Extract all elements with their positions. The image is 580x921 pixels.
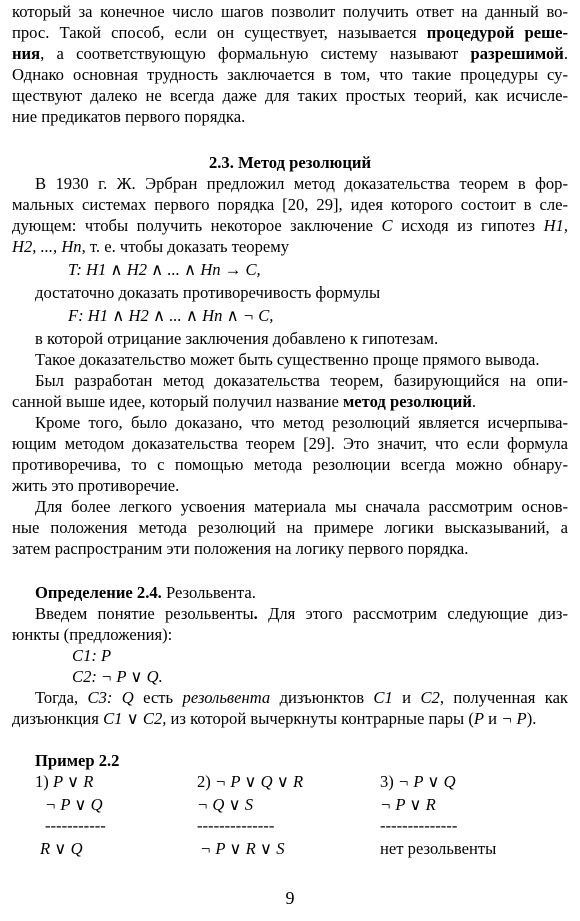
para8-line-2: юнкты (предложения): [12, 625, 173, 644]
example-3-separator: -------------- [380, 816, 458, 835]
example-1-separator: ----------- [45, 816, 106, 835]
intro-line-4: Однако основная трудность заключается в том, что такие процедуры су- [12, 65, 568, 84]
para6-line-1: Кроме того, было доказано, что метод резолюций является исчерпыва- [35, 413, 568, 432]
example-2-separator: -------------- [197, 816, 275, 835]
para1-line-2: мальных системах первого порядка [20, 29], идея которого состоит в сле- [12, 195, 568, 214]
clause-c2: C2: ¬ P ∨ Q. [72, 667, 163, 686]
page-number: 9 [285, 888, 295, 908]
example-title: Пример 2.2 [35, 751, 120, 770]
example-2-result: ¬ P ∨ R ∨ S [200, 839, 285, 858]
para8-line-1: Введем понятие резольвенты. Для этого рассмотрим следующие диз- [35, 604, 568, 623]
definition-heading: Определение 2.4. Резольвента. [35, 583, 256, 602]
example-1-result: R ∨ Q [40, 839, 83, 858]
para5-line-2: санной выше идее, который получил название метод резолюций. [12, 392, 477, 411]
para7-line-1: Для более легкого усвоения материала мы сначала рассмотрим основ- [35, 497, 568, 516]
intro-line-1: который за конечное число шагов позволит получить ответ на данный во- [12, 2, 568, 21]
intro-line-2: прос. Такой способ, если он существует, называется процедурой реше- [12, 23, 569, 42]
example-3-line-1: 3) ¬ P ∨ Q [380, 772, 456, 791]
para3: в которой отрицание заключения добавлено к гипотезам. [35, 329, 439, 348]
para1-line-4: H2, ..., Hn, т. е. чтобы доказать теорему [12, 237, 290, 256]
intro-line-5: ществуют далеко не всегда даже для таких простых теорий, как исчисле- [12, 86, 568, 105]
para1-line-1: В 1930 г. Ж. Эрбран предложил метод доказательства теорем в фор- [35, 174, 568, 193]
para7-line-3: затем распространим эти положения на логику первого порядка. [12, 539, 469, 558]
example-3-line-2: ¬ P ∨ R [380, 795, 436, 814]
intro-line-3: ния, а соответствующую формальную систему называют разрешимой. [12, 44, 568, 63]
para6-line-2: ющим методом доказательства теорем [29]. Это значит, что если формула [12, 434, 568, 453]
example-2-line-2: ¬ Q ∨ S [197, 795, 254, 814]
para6-line-3: противоречива, то с помощью метода резолюции всегда можно обнару- [12, 455, 568, 474]
example-3-result: нет резольвенты [380, 839, 497, 858]
para7-line-2: ные положения метода резолюций на примере логики высказываний, а [12, 518, 568, 537]
formula-t: T: H1 ∧ H2 ∧ ... ∧ Hn → C, [68, 260, 261, 279]
formula-f: F: H1 ∧ H2 ∧ ... ∧ Hn ∧ ¬ C, [68, 306, 274, 325]
clause-c1: C1: P [72, 646, 112, 665]
example-1-line-1: 1) P ∨ R [35, 772, 94, 791]
section-title: 2.3. Метод резолюций [208, 153, 372, 172]
example-2-line-1: 2) ¬ P ∨ Q ∨ R [197, 772, 304, 791]
para5-line-1: Был разработан метод доказательства теорем, базирующийся на опи- [35, 371, 568, 390]
para9-line-1: Тогда, C3: Q есть резольвента дизъюнктов C1 и C2, полученная как [35, 688, 568, 707]
example-1-line-2: ¬ P ∨ Q [45, 795, 103, 814]
para4: Такое доказательство может быть существенно проще прямого вывода. [35, 350, 540, 369]
para1-line-3: дующем: чтобы получить некоторое заключение C исходя из гипотез H1, [12, 216, 568, 235]
intro-line-6: ние предикатов первого порядка. [12, 107, 246, 126]
para2: достаточно доказать противоречивость формулы [35, 283, 381, 302]
para9-line-2: дизъюнкция C1 ∨ C2, из которой вычеркнуты контрарные пары (P и ¬ P). [12, 709, 537, 728]
para6-line-4: жить это противоречие. [12, 476, 180, 495]
